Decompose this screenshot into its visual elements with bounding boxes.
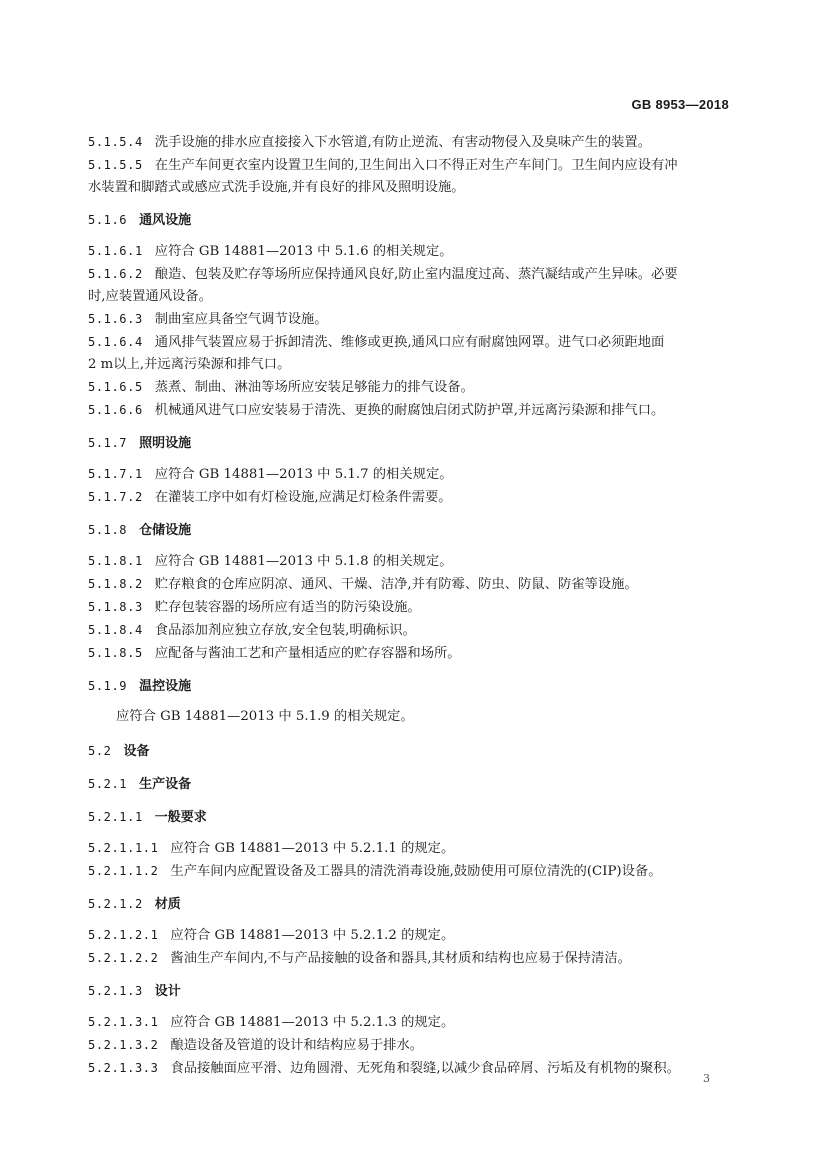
section-number: 5.2.1.1 bbox=[88, 810, 143, 824]
clause-text: 生产车间内应配置设备及工器具的清洗消毒设施,鼓励使用可原位清洗的(CIP)设备。 bbox=[170, 864, 662, 879]
section-heading bbox=[88, 675, 730, 698]
clause-number: 5.1.8.4 bbox=[88, 623, 143, 637]
clause-item bbox=[88, 240, 730, 263]
clause-text: 应符合 GB 14881—2013 中 5.1.8 的相关规定。 bbox=[154, 554, 453, 569]
clause-item bbox=[88, 1057, 730, 1080]
clause-number: 5.2.1.1.2 bbox=[88, 864, 159, 878]
clause-number: 5.2.1.1.1 bbox=[88, 841, 159, 855]
clause-item bbox=[88, 596, 730, 619]
clause-item bbox=[88, 550, 730, 573]
clause-text: 应配备与酱油工艺和产量相适应的贮存容器和场所。 bbox=[154, 646, 461, 661]
clause-text: 应符合 GB 14881—2013 中 5.2.1.2 的规定。 bbox=[170, 928, 455, 943]
clause-item bbox=[88, 619, 730, 642]
clause-item bbox=[88, 308, 730, 331]
clause-number: 5.1.7.2 bbox=[88, 490, 143, 504]
clause-item bbox=[88, 463, 730, 486]
section-number: 5.2.1.3 bbox=[88, 984, 143, 998]
clause-text: 贮存粮食的仓库应阴凉、通风、干燥、洁净,并有防霉、防虫、防鼠、防雀等设施。 bbox=[154, 577, 638, 592]
clause-text: 在生产车间更衣室内设置卫生间的,卫生间出入口不得正对生产车间门。卫生间内应设有冲 bbox=[154, 158, 678, 173]
section-title: 设备 bbox=[123, 744, 150, 759]
clause-number: 5.1.8.1 bbox=[88, 554, 143, 568]
clause-item bbox=[88, 642, 730, 665]
clause-item bbox=[88, 399, 730, 422]
section-title: 一般要求 bbox=[154, 810, 207, 825]
clause-text: 酿造设备及管道的设计和结构应易于排水。 bbox=[170, 1038, 424, 1053]
clause-number: 5.1.6.5 bbox=[88, 380, 143, 394]
section-title: 材质 bbox=[154, 897, 181, 912]
clause-number: 5.1.7.1 bbox=[88, 467, 143, 481]
clause-number: 5.1.8.2 bbox=[88, 577, 143, 591]
clause-number: 5.1.5.4 bbox=[88, 135, 143, 149]
section-title: 温控设施 bbox=[139, 679, 192, 694]
clause-number: 5.2.1.2.2 bbox=[88, 951, 159, 965]
clause-item bbox=[88, 486, 730, 509]
section-heading bbox=[88, 740, 730, 763]
clause-text: 贮存包装容器的场所应有适当的防污染设施。 bbox=[154, 600, 421, 615]
clause-text: 机械通风进气口应安装易于清洗、更换的耐腐蚀启闭式防护罩,并远离污染源和排气口。 bbox=[154, 403, 665, 418]
section-number: 5.1.7 bbox=[88, 436, 128, 450]
section-title: 设计 bbox=[154, 984, 181, 999]
clause-text: 蒸煮、制曲、淋油等场所应安装足够能力的排气设备。 bbox=[154, 380, 474, 395]
clause-text: 应符合 GB 14881—2013 中 5.2.1.3 的规定。 bbox=[170, 1015, 455, 1030]
clause-number: 5.1.6.3 bbox=[88, 312, 143, 326]
clause-text: 食品添加剂应独立存放,安全包装,明确标识。 bbox=[154, 623, 416, 638]
clause-item bbox=[88, 573, 730, 596]
section-number: 5.1.8 bbox=[88, 523, 128, 537]
clause-text: 制曲室应具备空气调节设施。 bbox=[154, 312, 328, 327]
section-heading bbox=[88, 519, 730, 542]
clause-item bbox=[88, 860, 730, 883]
section-heading bbox=[88, 893, 730, 916]
clause-item bbox=[88, 947, 730, 970]
section-heading bbox=[88, 432, 730, 455]
section-heading bbox=[88, 980, 730, 1003]
section-number: 5.2.1 bbox=[88, 777, 128, 791]
clause-text: 应符合 GB 14881—2013 中 5.1.6 的相关规定。 bbox=[154, 244, 453, 259]
clause-item bbox=[88, 131, 730, 154]
clause-continuation: 水装置和脚踏式或感应式洗手设施,并有良好的排风及照明设施。 bbox=[88, 180, 465, 195]
section-title: 通风设施 bbox=[139, 213, 192, 228]
clause-continuation: 2 m以上,并远离污染源和排气口。 bbox=[88, 357, 291, 372]
document-body bbox=[88, 131, 730, 1080]
clause-number: 5.1.8.5 bbox=[88, 646, 143, 660]
section-heading bbox=[88, 806, 730, 829]
clause-number: 5.1.6.4 bbox=[88, 335, 143, 349]
section-number: 5.1.9 bbox=[88, 679, 128, 693]
page-number: 3 bbox=[703, 1072, 710, 1085]
clause-text: 通风排气装置应易于拆卸清洗、维修或更换,通风口应有耐腐蚀网罩。进气口必须距地面 bbox=[154, 335, 665, 350]
section-title: 生产设备 bbox=[139, 777, 192, 792]
clause-number: 5.1.6.1 bbox=[88, 244, 143, 258]
clause-number: 5.1.6.6 bbox=[88, 403, 143, 417]
clause-number: 5.2.1.3.1 bbox=[88, 1015, 159, 1029]
section-title: 照明设施 bbox=[139, 436, 192, 451]
clause-continuation: 时,应装置通风设备。 bbox=[88, 289, 212, 304]
clause-item bbox=[88, 154, 730, 177]
clause-item bbox=[88, 1011, 730, 1034]
clause-number: 5.2.1.3.3 bbox=[88, 1061, 159, 1075]
clause-item bbox=[88, 837, 730, 860]
clause-item bbox=[88, 376, 730, 399]
section-number: 5.1.6 bbox=[88, 213, 128, 227]
clause-text: 在灌装工序中如有灯检设施,应满足灯检条件需要。 bbox=[154, 490, 452, 505]
paragraph: 应符合 GB 14881—2013 中 5.1.9 的相关规定。 bbox=[116, 709, 414, 724]
clause-item bbox=[88, 924, 730, 947]
clause-text: 应符合 GB 14881—2013 中 5.2.1.1 的规定。 bbox=[170, 841, 455, 856]
clause-number: 5.2.1.3.2 bbox=[88, 1038, 159, 1052]
clause-number: 5.1.6.2 bbox=[88, 267, 143, 281]
clause-text: 洗手设施的排水应直接接入下水管道,有防止逆流、有害动物侵入及臭味产生的装置。 bbox=[154, 135, 651, 150]
clause-number: 5.1.8.3 bbox=[88, 600, 143, 614]
section-heading bbox=[88, 773, 730, 796]
clause-text: 应符合 GB 14881—2013 中 5.1.7 的相关规定。 bbox=[154, 467, 453, 482]
clause-text: 酱油生产车间内,不与产品接触的设备和器具,其材质和结构也应易于保持清洁。 bbox=[170, 951, 631, 966]
section-title: 仓储设施 bbox=[139, 523, 192, 538]
section-heading bbox=[88, 209, 730, 232]
clause-number: 5.2.1.2.1 bbox=[88, 928, 159, 942]
clause-item bbox=[88, 263, 730, 286]
section-number: 5.2.1.2 bbox=[88, 897, 143, 911]
standard-code: GB 8953—2018 bbox=[631, 97, 729, 112]
clause-text: 酿造、包装及贮存等场所应保持通风良好,防止室内温度过高、蒸汽凝结或产生异味。必要 bbox=[154, 267, 678, 282]
clause-item bbox=[88, 1034, 730, 1057]
section-number: 5.2 bbox=[88, 744, 112, 758]
clause-text: 食品接触面应平滑、边角圆滑、无死角和裂缝,以减少食品碎屑、污垢及有机物的聚积。 bbox=[170, 1061, 680, 1076]
clause-item bbox=[88, 331, 730, 354]
clause-number: 5.1.5.5 bbox=[88, 158, 143, 172]
